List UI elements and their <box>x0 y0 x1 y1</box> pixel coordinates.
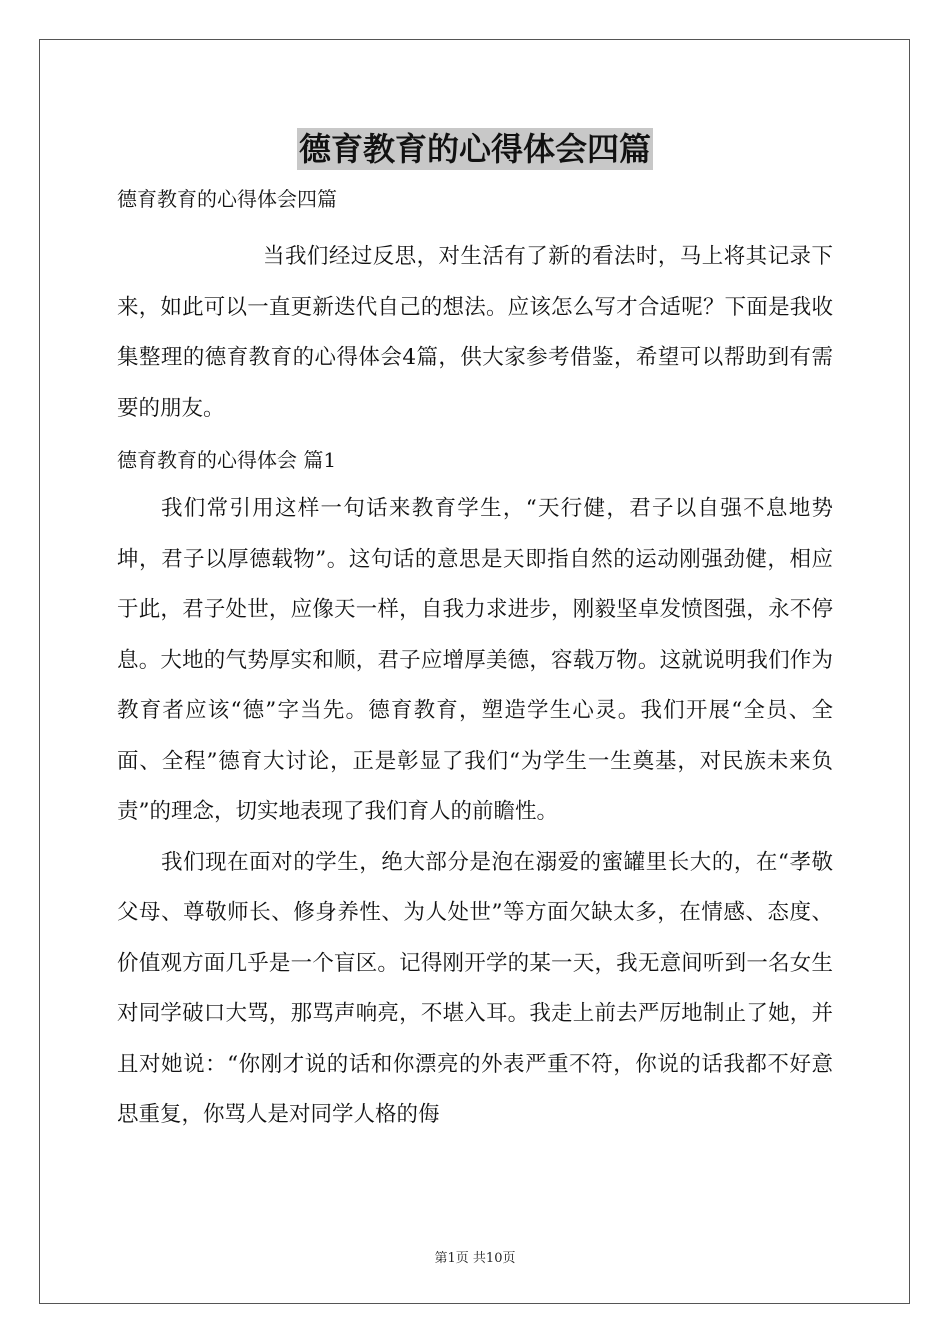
document-body <box>117 180 833 1141</box>
document-subtitle: 德育教育的心得体会四篇 <box>117 187 337 211</box>
page-footer: 第1页 共10页 <box>434 1251 516 1266</box>
title-container <box>0 128 950 170</box>
intro-paragraph: 当我们经过反思，对生活有了新的看法时，马上将其记录下来，如此可以一直更新迭代自己的想法。应该怎么写才合适呢？下面是我收集整理的德育教育的心得体会4篇，供大家参考借鉴，希望可以帮助到有需要的朋友。 <box>117 244 833 421</box>
body-paragraph-1: 我们常引用这样一句话来教育学生，“天行健，君子以自强不息地势坤，君子以厚德载物”。这句话的意思是天即指自然的运动刚强劲健，相应于此，君子处世，应像天一样，自我力求进步，刚毅坚卓发愤图强，永不停息。大地的气势厚实和顺，君子应增厚美德，容载万物。这就说明我们作为教育者应该“德”字当先。德育教育，塑造学生心灵。我们开展“全员、全面、全程”德育大讨论，正是彰显了我们“为学生一生奠基，对民族未来负责”的理念，切实地表现了我们育人的前瞻性。 <box>117 496 833 824</box>
body-paragraph-2: 我们现在面对的学生，绝大部分是泡在溺爱的蜜罐里长大的，在“孝敬父母、尊敬师长、修身养性、为人处世”等方面欠缺太多，在情感、态度、价值观方面几乎是一个盲区。记得刚开学的某一天，我无意间听到一名女生对同学破口大骂，那骂声响亮，不堪入耳。我走上前去严厉地制止了她，并且对她说：“你刚才说的话和你漂亮的外表严重不符，你说的话我都不好意思重复，你骂人是对同学人格的侮 <box>117 849 833 1127</box>
document-title: 德育教育的心得体会四篇 <box>298 130 651 168</box>
section-heading: 德育教育的心得体会 篇1 <box>117 448 337 472</box>
